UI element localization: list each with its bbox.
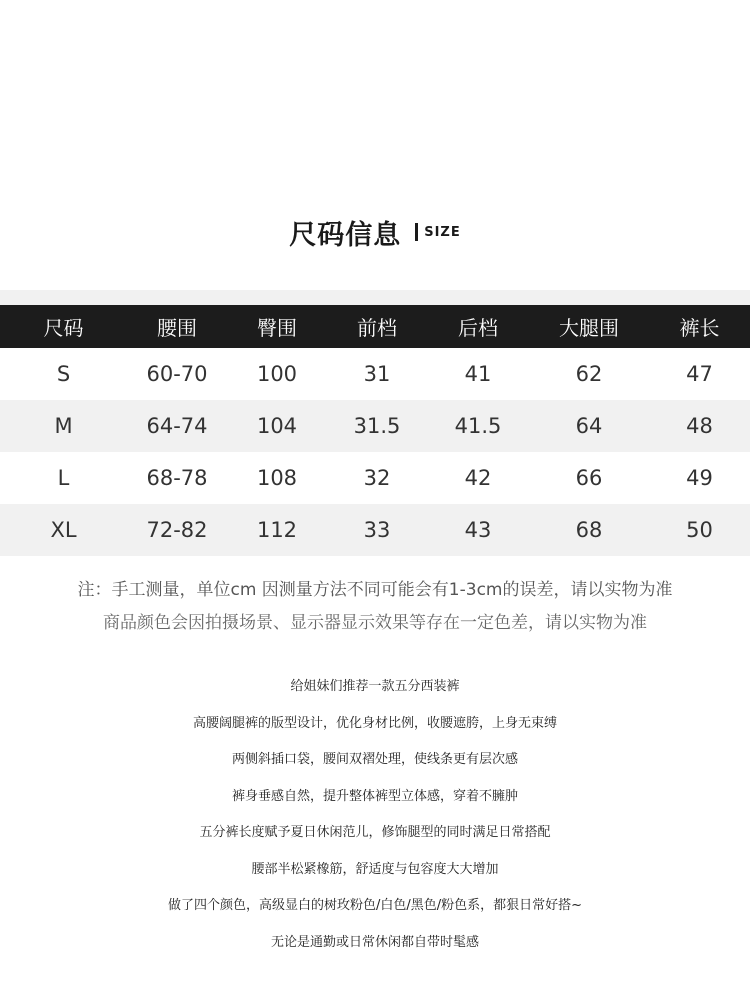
section-title [0, 210, 750, 254]
description-line: 裤身垂感自然，提升整体裤型立体感，穿着不臃肿 [231, 788, 518, 804]
cell-hip: 108 [256, 466, 298, 490]
cell-back-rise: 43 [464, 518, 492, 542]
cell-length: 49 [686, 466, 713, 490]
cell-waist: 68-78 [146, 466, 208, 490]
cell-front-rise: 32 [363, 466, 391, 490]
cell-thigh: 64 [575, 414, 603, 438]
header-size: 尺码 [43, 316, 84, 340]
description-line: 五分裤长度赋予夏日休闲范儿，修饰腿型的同时满足日常搭配 [199, 825, 551, 840]
title-divider [415, 223, 418, 241]
cell-size: L [57, 466, 70, 490]
product-description [0, 672, 750, 964]
description-line: 高腰阔腿裤的版型设计，优化身材比例，收腰遮胯，上身无束缚 [192, 715, 557, 731]
description-line: 做了四个颜色，高级显白的树玫粉色/白色/黑色/粉色系，都狠日常好搭~ [167, 898, 583, 913]
cell-back-rise: 41 [464, 362, 492, 386]
header-hip: 臀围 [257, 316, 297, 340]
table-row [0, 504, 750, 556]
cell-front-rise: 31.5 [353, 414, 401, 438]
cell-length: 48 [686, 414, 713, 438]
cell-thigh: 62 [575, 362, 603, 386]
title-main: 尺码信息 [289, 219, 402, 251]
description-line: 两侧斜插口袋，腰间双褶处理，使线条更有层次感 [231, 752, 518, 767]
cell-size: S [56, 362, 71, 386]
description-line: 腰部半松紧橡筋，舒适度与包容度大大增加 [251, 861, 499, 877]
table-row [0, 452, 750, 504]
header-back-rise: 后档 [458, 316, 498, 340]
header-waist: 腰围 [157, 316, 197, 340]
header-front-rise: 前档 [357, 316, 397, 340]
cell-waist: 64-74 [146, 414, 208, 438]
cell-hip: 112 [256, 518, 298, 542]
cell-hip: 100 [256, 362, 298, 386]
cell-thigh: 68 [575, 518, 603, 542]
cell-front-rise: 33 [363, 518, 391, 542]
header-thigh: 大腿围 [559, 316, 619, 340]
cell-size: XL [50, 518, 77, 542]
table-header-row [0, 305, 750, 348]
cell-waist: 60-70 [146, 362, 208, 386]
cell-hip: 104 [256, 414, 298, 438]
table-top-band [0, 290, 750, 305]
cell-length: 50 [686, 518, 713, 542]
cell-size: M [54, 414, 73, 438]
table-row [0, 348, 750, 400]
cell-waist: 72-82 [146, 518, 208, 542]
table-row [0, 400, 750, 452]
cell-back-rise: 41.5 [454, 414, 502, 438]
measurement-note: 注：手工测量，单位cm 因测量方法不同可能会有1-3cm的误差，请以实物为准 [77, 580, 673, 600]
description-line: 无论是通勤或日常休闲都自带时髦感 [270, 934, 479, 950]
cell-thigh: 66 [575, 466, 603, 490]
title-sub: SIZE [424, 224, 461, 240]
cell-length: 47 [686, 362, 713, 386]
cell-front-rise: 31 [363, 362, 391, 386]
header-length: 裤长 [679, 316, 720, 340]
size-table [0, 290, 750, 556]
cell-back-rise: 42 [464, 466, 492, 490]
color-note: 商品颜色会因拍摄场景、显示器显示效果等存在一定色差，请以实物为准 [103, 613, 647, 633]
description-line: 给姐妹们推荐一款五分西装裤 [290, 679, 460, 694]
